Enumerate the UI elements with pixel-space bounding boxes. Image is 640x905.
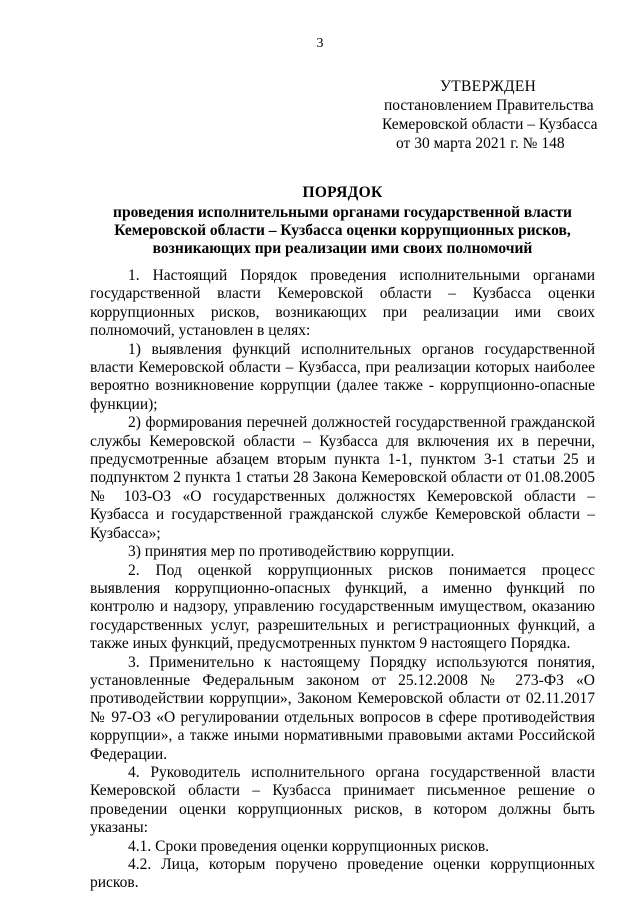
paragraph: 4. Руководитель исполнительного органа государственной власти Кемеровской области – Кузбасса принимает письменное решение о проведении оценки коррупционных рисков, в котором должны быть указаны:	[90, 763, 595, 837]
approval-line-2: Кемеровской области – Кузбасса	[382, 116, 598, 133]
paragraph: 4.2. Лица, которым поручено проведение оценки коррупционных рисков.	[90, 856, 595, 892]
paragraph: 2. Под оценкой коррупционных рисков понимается процесс выявления коррупционно-опасных функций, а именно функций по контролю и надзору, управлению государственным имуществом, оказанию государственных услуг, разрешительных и регистрационных функций, а также иных функций, предусмотренных пунктом 9 настоящего Порядка.	[90, 561, 595, 653]
paragraph: 3. Применительно к настоящему Порядку используются понятия, установленные Федеральным законом от 25.12.2008 № 273-ФЗ «О противодействии коррупции», Законом Кемеровской области от 02.11.2017 № 97-ОЗ «О регулировании отдельных вопросов в сфере противодействия коррупции», а также иными нормативными правовыми актами Российской Федерации.	[90, 653, 595, 763]
paragraph: 4.1. Сроки проведения оценки коррупционных рисков.	[128, 837, 490, 855]
approval-line-3: от 30 марта 2021 г. № 148	[396, 135, 565, 152]
document-body	[90, 267, 595, 893]
paragraph: 1. Настоящий Порядок проведения исполнительными органами государственной власти Кемеровской области – Кузбасса оценки коррупционных рисков, возникающих при реализации ими своих полномочий, установлен в целях:	[90, 267, 595, 340]
approval-title: УТВЕРЖДЕН	[440, 78, 537, 95]
paragraph: 1) выявления функций исполнительных органов государственной власти Кемеровской области – Кузбасса, при реализации которых наиболее вероятно возникновение коррупции (далее также - коррупционно-опасные функции);	[90, 340, 595, 413]
paragraph: 3) принятия мер по противодействию коррупции.	[128, 543, 455, 561]
approval-stamp	[380, 77, 605, 153]
page-number: 3	[316, 36, 324, 51]
title-main: ПОРЯДОК	[302, 184, 383, 201]
approval-line-1: постановлением Правительства	[384, 97, 594, 114]
title-subtitle: проведения исполнительными органами государственной власти Кемеровской области – Кузбасса оценки коррупционных рисков, возникающих при реализации ими своих полномочий	[113, 204, 572, 257]
paragraph: 2) формирования перечней должностей государственной гражданской службы Кемеровской области – Кузбасса для включения их в перечни, предусмотренные абзацем вторым пункта 1-1, пунктом 3-1 статьи 25 и подпунктом 2 пункта 1 статьи 28 Закона Кемеровской области от 01.08.2005 № 103-ОЗ «О государственных должностях Кемеровской области – Кузбасса и государственной гражданской службе Кемеровской области – Кузбасса»;	[90, 414, 595, 542]
document-title	[90, 184, 595, 258]
